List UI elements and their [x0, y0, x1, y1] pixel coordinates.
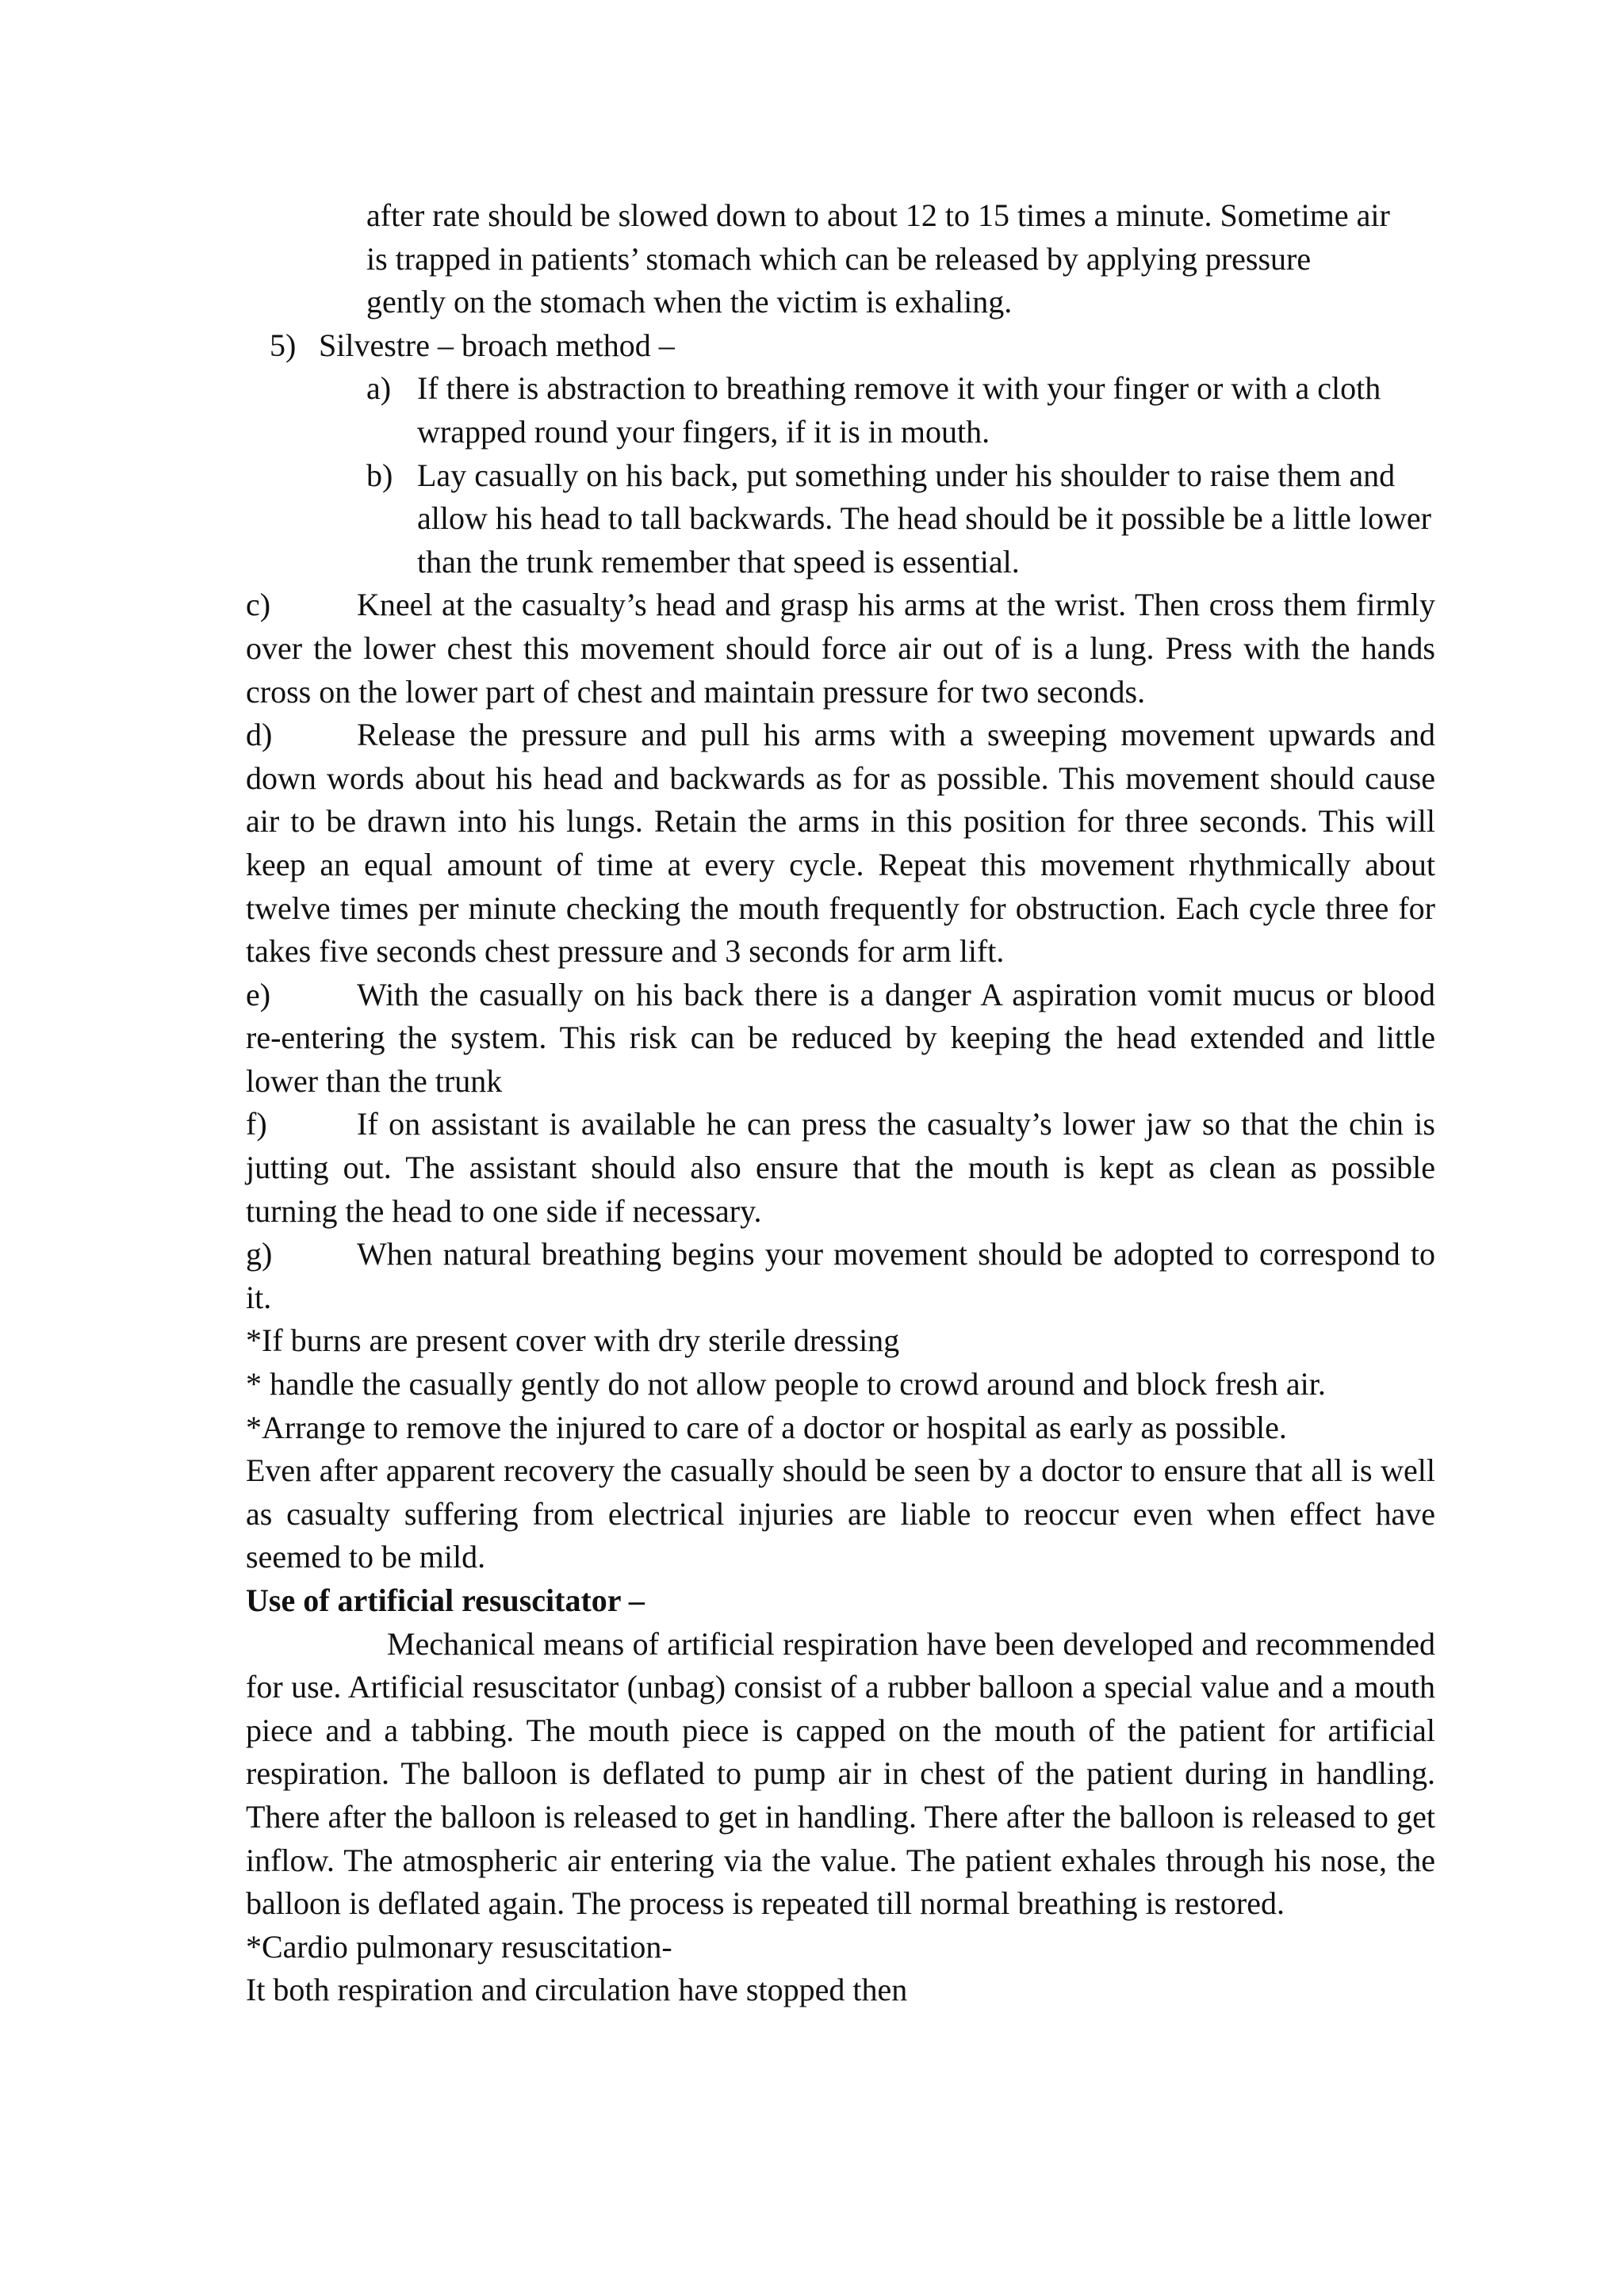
- paragraph-marker: f): [246, 1106, 267, 1142]
- list-item-5: [246, 324, 1435, 368]
- paragraph-g: [246, 1233, 1435, 1319]
- cpr-heading: *Cardio pulmonary resuscitation-: [246, 1928, 672, 1965]
- cpr-line: It both respiration and circulation have stopped then: [246, 1972, 908, 2008]
- list-marker: 5): [270, 327, 297, 363]
- paragraph-marker: d): [246, 717, 273, 753]
- paragraph-d: [246, 714, 1435, 974]
- recovery-paragraph: Even after apparent recovery the casually should be seen by a doctor to ensure that all is well as casualty suffering from electrical injuries are liable to reoccur even when effect have seemed to be mild.: [246, 1452, 1435, 1575]
- section-heading: Use of artificial resuscitator –: [246, 1582, 645, 1618]
- note-burns: *If burns are present cover with dry sterile dressing: [246, 1322, 900, 1359]
- sub-item-text: Lay casually on his back, put something under his shoulder to raise them and allow his head to tall backwards. The head should be it possible be a little lower than the trunk remember that speed is essential.: [417, 457, 1431, 580]
- intro-line-2: is trapped in patients’ stomach which can be released by applying pressure: [366, 240, 1312, 277]
- paragraph-text: Release the pressure and pull his arms with a sweeping movement upwards and down words about his head and backwards as for as possible. This movement should cause air to be drawn into his lungs. Retain the arms in this position for three seconds. This will keep an equal amount of time at every cycle. Repeat this movement rhythmically about twelve times per minute checking the mouth frequently for obstruction. Each cycle three for takes five seconds chest pressure and 3 seconds for arm lift.: [246, 717, 1435, 970]
- paragraph-marker: g): [246, 1236, 273, 1272]
- paragraph-e: [246, 974, 1435, 1104]
- sub-item-a: [246, 367, 1435, 453]
- paragraph-marker: c): [246, 587, 271, 623]
- intro-line-3: gently on the stomach when the victim is exhaling.: [366, 284, 1013, 320]
- paragraph-text: With the casually on his back there is a danger A aspiration vomit mucus or blood re-entering the system. This risk can be reduced by keeping the head extended and little lower than the trunk: [246, 976, 1435, 1099]
- paragraph-marker: e): [246, 976, 271, 1012]
- intro-paragraph: [246, 194, 1435, 324]
- document-body: [246, 194, 1435, 2012]
- paragraph-text: If on assistant is available he can press the casualty’s lower jaw so that the chin is jutting out. The assistant should also ensure that the mouth is kept as clean as possible turning the head to one side if necessary.: [246, 1106, 1435, 1229]
- sub-item-marker: a): [366, 370, 392, 407]
- paragraph-text: Kneel at the casualty’s head and grasp his arms at the wrist. Then cross them firmly over the lower chest this movement should force air out of is a lung. Press with the hands cross on the lower part of chest and maintain pressure for two seconds.: [246, 587, 1435, 710]
- paragraph-text: When natural breathing begins your movement should be adopted to correspond to it.: [246, 1236, 1435, 1315]
- resuscitator-paragraph: Mechanical means of artificial respiration have been developed and recommended for use. Artificial resuscitator (unbag) consist of a rubber balloon a special value and a mouth piece and a tabbing. The mouth piece is capped on the mouth of the patient for artificial respiration. The balloon is deflated to pump air in chest of the patient during in handling. There after the balloon is released to get in handling. There after the balloon is released to get inflow. The atmospheric air entering via the value. The patient exhales through his nose, the balloon is deflated again. The process is repeated till normal breathing is restored.: [246, 1625, 1435, 1922]
- sub-item-text: If there is abstraction to breathing remove it with your finger or with a cloth wrapped round your fingers, if it is in mouth.: [417, 370, 1381, 450]
- intro-line-1: after rate should be slowed down to about 12 to 15 times a minute. Sometime air: [366, 197, 1390, 233]
- list-item-text: Silvestre – broach method –: [319, 327, 675, 363]
- sub-item-b: [246, 454, 1435, 584]
- note-handle: * handle the casually gently do not allow people to crowd around and block fresh air.: [246, 1366, 1326, 1402]
- paragraph-f: [246, 1103, 1435, 1233]
- paragraph-c: [246, 584, 1435, 714]
- sub-item-marker: b): [366, 457, 393, 493]
- note-arrange: *Arrange to remove the injured to care of a doctor or hospital as early as possible.: [246, 1409, 1287, 1445]
